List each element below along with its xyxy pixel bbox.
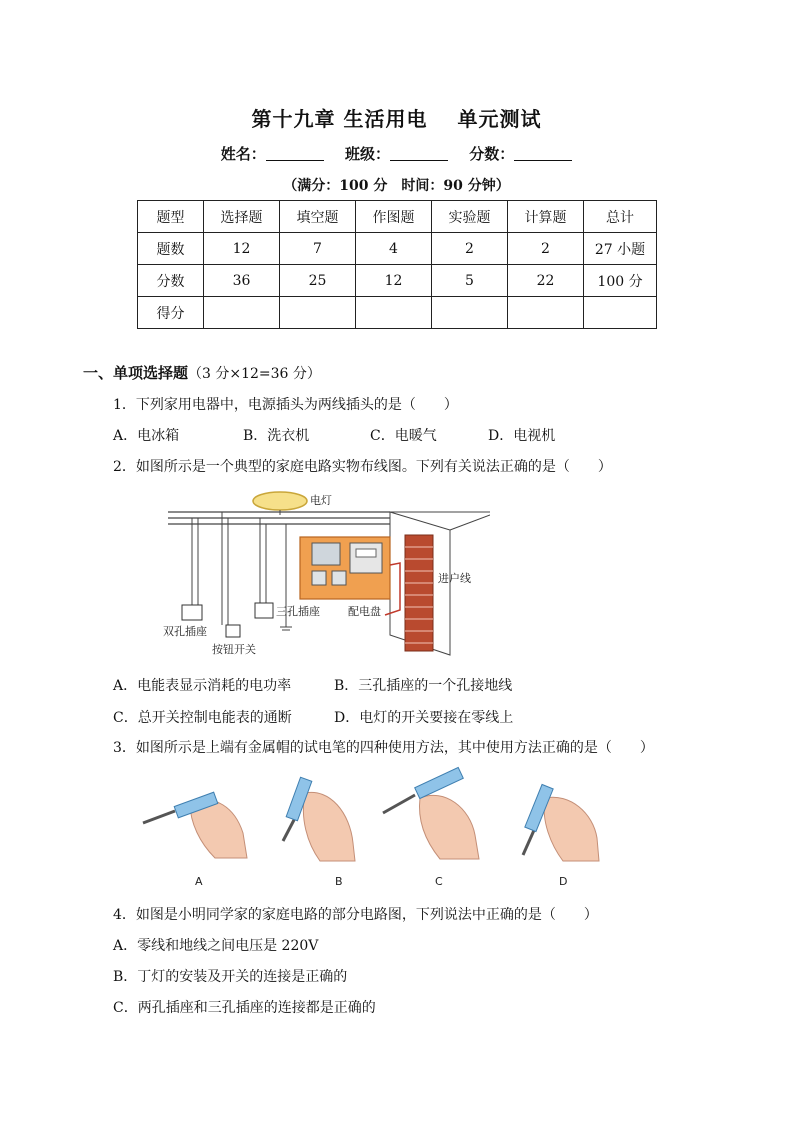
page-title <box>0 103 793 132</box>
table-cell: 25 <box>280 265 356 297</box>
table-cell: 2 <box>432 233 508 265</box>
table-cell: 7 <box>280 233 356 265</box>
table-cell: 36 <box>204 265 280 297</box>
label-three-socket: 三孔插座 <box>276 605 320 618</box>
q2-option-c[interactable]: C．总开关控制电能表的通断 <box>113 710 292 726</box>
score-blank[interactable] <box>514 146 572 161</box>
q3-test-pen-figure <box>135 763 610 893</box>
class-blank[interactable] <box>390 146 448 161</box>
table-cell: 4 <box>356 233 432 265</box>
label-lamp: 电灯 <box>310 494 332 507</box>
q4-option-c[interactable]: C．两孔插座和三孔插座的连接都是正确的 <box>113 1000 376 1016</box>
q4-option-b[interactable]: B．丁灯的安装及开关的连接是正确的 <box>113 969 348 985</box>
table-cell: 选择题 <box>204 201 280 233</box>
table-cell: 作图题 <box>356 201 432 233</box>
section-title: 一、单项选择题 <box>83 364 189 382</box>
table-row <box>138 297 657 329</box>
table-cell: 得分 <box>138 297 204 329</box>
q2-option-d[interactable]: D．电灯的开关要接在零线上 <box>334 710 514 726</box>
hand-pen-c-icon <box>383 767 479 859</box>
label-switch: 按钮开关 <box>212 643 256 656</box>
score-label: 分数： <box>469 145 515 163</box>
figure-label-a: A <box>195 875 203 888</box>
q1-option-b[interactable]: B．洗衣机 <box>243 428 310 444</box>
q1-option-a[interactable]: A．电冰箱 <box>113 428 180 444</box>
score-table <box>137 200 657 329</box>
table-cell: 27 小题 <box>584 233 657 265</box>
q4-option-a[interactable]: A．零线和地线之间电压是 220V <box>113 938 319 954</box>
table-cell: 题数 <box>138 233 204 265</box>
table-cell: 100 分 <box>584 265 657 297</box>
distribution-panel <box>300 537 390 599</box>
table-cell: 题型 <box>138 201 204 233</box>
name-blank[interactable] <box>266 146 324 161</box>
table-cell[interactable] <box>204 297 280 329</box>
brick-wall <box>405 535 433 651</box>
three-hole-socket-icon <box>255 603 273 618</box>
question-4-stem: 4．如图是小明同学家的家庭电路的部分电路图，下列说法中正确的是（ ） <box>113 907 598 923</box>
title-test: 单元测试 <box>457 107 542 131</box>
button-switch-icon <box>226 625 240 637</box>
table-cell: 12 <box>204 233 280 265</box>
q1-option-c[interactable]: C．电暖气 <box>370 428 437 444</box>
table-cell[interactable] <box>432 297 508 329</box>
table-cell: 填空题 <box>280 201 356 233</box>
question-1-stem: 1．下列家用电器中，电源插头为两线插头的是（ ） <box>113 397 458 413</box>
table-cell: 计算题 <box>508 201 584 233</box>
q1-option-d[interactable]: D．电视机 <box>488 428 556 444</box>
table-cell[interactable] <box>356 297 432 329</box>
q2-circuit-figure <box>160 485 490 660</box>
table-cell: 实验题 <box>432 201 508 233</box>
exam-meta: （满分：100 分 时间：90 分钟） <box>283 178 510 194</box>
table-row <box>138 265 657 297</box>
title-chapter: 第十九章 生活用电 <box>251 107 428 131</box>
hand-pen-d-icon <box>523 784 599 861</box>
table-cell: 总计 <box>584 201 657 233</box>
table-cell: 12 <box>356 265 432 297</box>
table-cell: 22 <box>508 265 584 297</box>
section-note: （3 分×12=36 分） <box>188 366 321 382</box>
question-2-stem: 2．如图所示是一个典型的家庭电路实物布线图。下列有关说法正确的是（ ） <box>113 459 612 475</box>
table-cell[interactable] <box>584 297 657 329</box>
student-info <box>0 143 793 164</box>
figure-label-b: B <box>335 875 343 888</box>
table-cell: 5 <box>432 265 508 297</box>
q2-option-b[interactable]: B．三孔插座的一个孔接地线 <box>334 678 513 694</box>
label-panel: 配电盘 <box>348 605 381 618</box>
hand-pen-b-icon <box>283 777 355 861</box>
table-row <box>138 233 657 265</box>
table-cell: 2 <box>508 233 584 265</box>
label-two-socket: 双孔插座 <box>163 625 207 638</box>
question-3-stem: 3．如图所示是上端有金属帽的试电笔的四种使用方法，其中使用方法正确的是（ ） <box>113 740 654 756</box>
section-heading <box>83 362 321 383</box>
figure-label-c: C <box>435 875 443 888</box>
name-label: 姓名： <box>220 145 266 163</box>
table-cell[interactable] <box>280 297 356 329</box>
table-cell: 分数 <box>138 265 204 297</box>
table-cell[interactable] <box>508 297 584 329</box>
two-hole-socket-icon <box>182 605 202 620</box>
q2-option-a[interactable]: A．电能表显示消耗的电功率 <box>113 678 292 694</box>
class-label: 班级： <box>344 145 390 163</box>
label-entry-line: 进户线 <box>438 572 471 585</box>
table-header-row <box>138 201 657 233</box>
figure-label-d: D <box>559 875 568 888</box>
hand-pen-a-icon <box>143 792 247 858</box>
